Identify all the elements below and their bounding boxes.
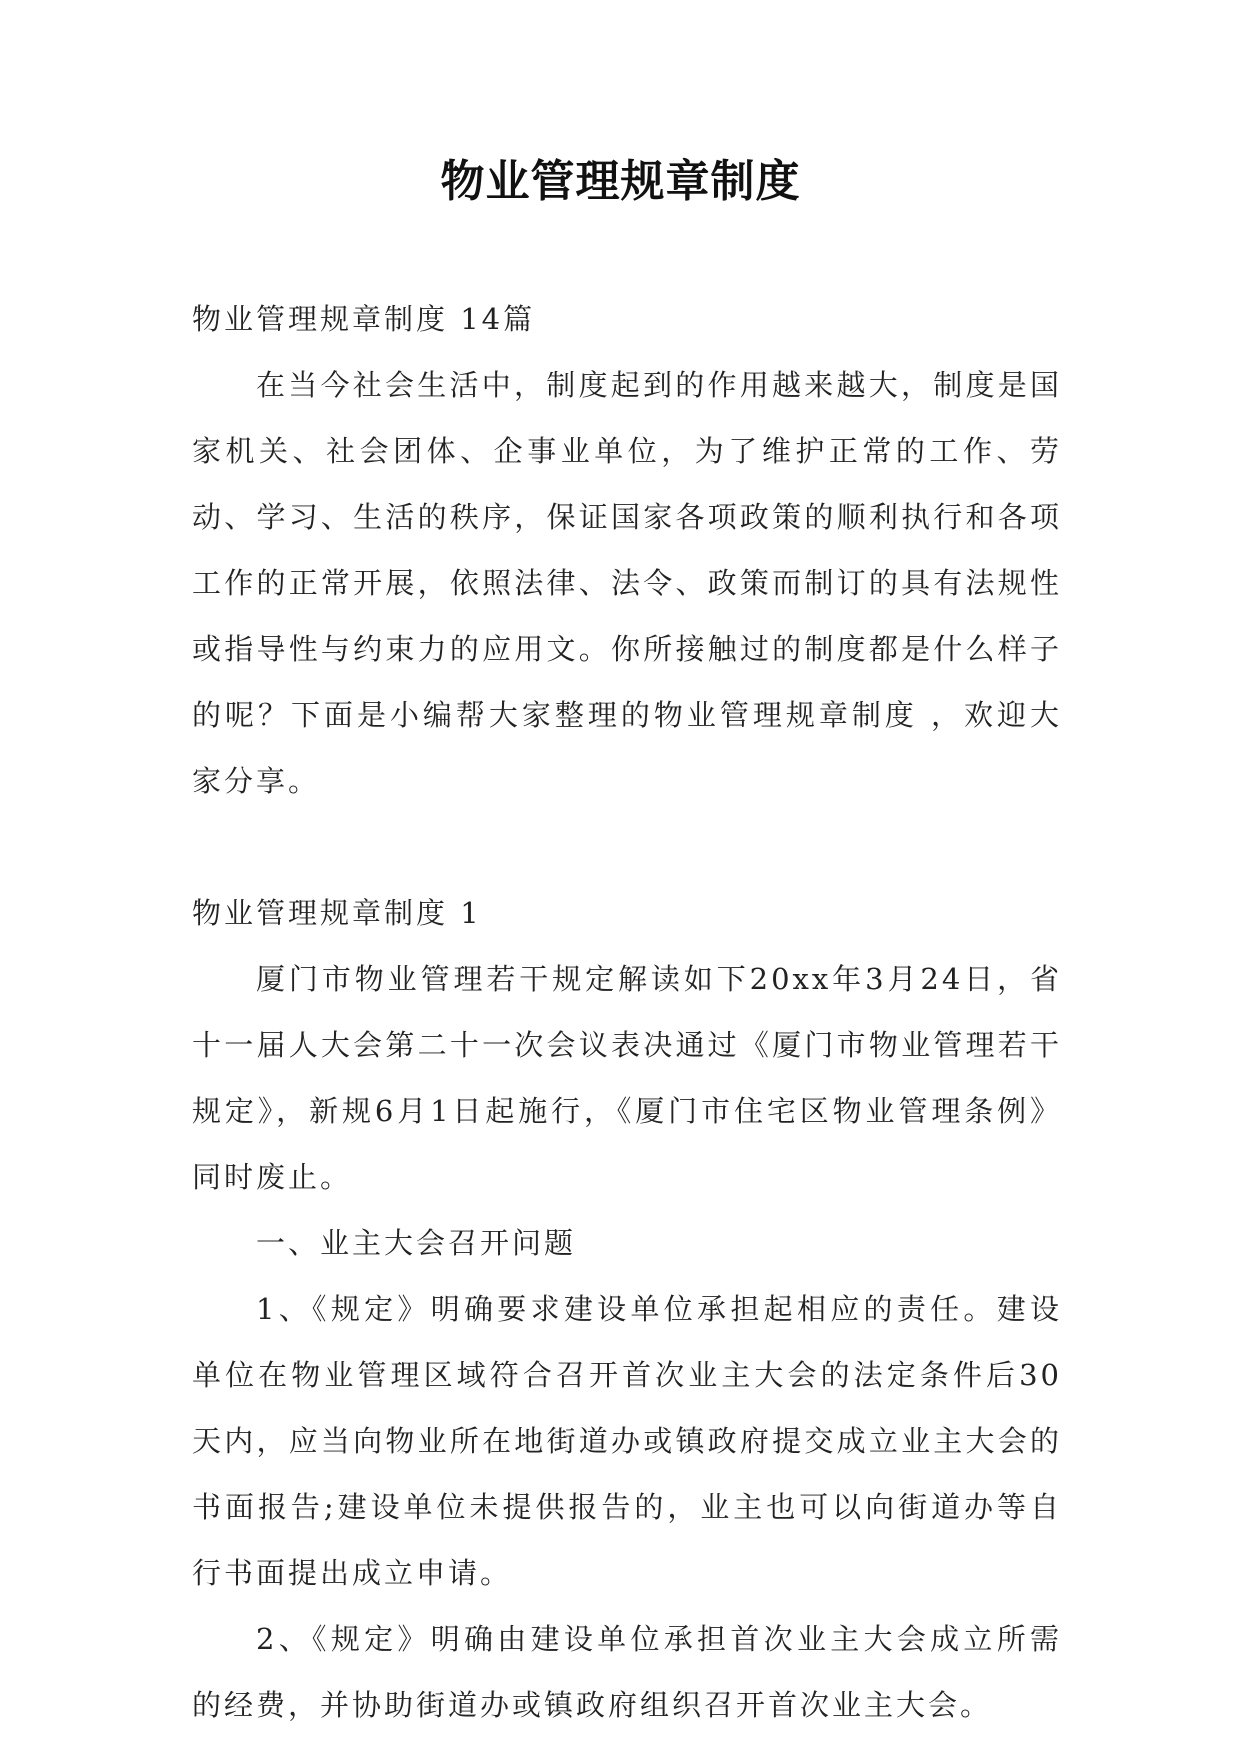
section-paragraph: 厦门市物业管理若干规定解读如下20xx年3月24日，省十一届人大会第二十一次会议表决通过《厦门市物业管理若干规定》，新规6月1日起施行，《厦门市住宅区物业管理条例》同时废止。 xyxy=(192,962,1062,1194)
document-title: 物业管理规章制度 xyxy=(440,156,801,207)
document-subtitle: 物业管理规章制度 14篇 xyxy=(192,302,536,336)
section-paragraph: 2、《规定》明确由建设单位承担首次业主大会成立所需的经费，并协助街道办或镇政府组织召开首次业主大会。 xyxy=(192,1622,1062,1722)
section-spacer xyxy=(192,814,1062,880)
section-subheading: 一、业主大会召开问题 xyxy=(256,1226,577,1260)
section-heading: 物业管理规章制度 1 xyxy=(192,896,482,930)
document-body xyxy=(192,286,1062,1738)
intro-paragraph: 在当今社会生活中，制度起到的作用越来越大，制度是国家机关、社会团体、企事业单位，为了维护正常的工作、劳动、学习、生活的秩序，保证国家各项政策的顺利执行和各项工作的正常开展，依照法律、法令、政策而制订的具有法规性或指导性与约束力的应用文。你所接触过的制度都是什么样子的呢？下面是小编帮大家整理的物业管理规章制度 ，欢迎大家分享。 xyxy=(192,368,1062,798)
section-paragraph: 1、《规定》明确要求建设单位承担起相应的责任。建设单位在物业管理区域符合召开首次业主大会的法定条件后30天内，应当向物业所在地街道办或镇政府提交成立业主大会的书面报告;建设单位未提供报告的，业主也可以向街道办等自行书面提出成立申请。 xyxy=(192,1292,1062,1590)
